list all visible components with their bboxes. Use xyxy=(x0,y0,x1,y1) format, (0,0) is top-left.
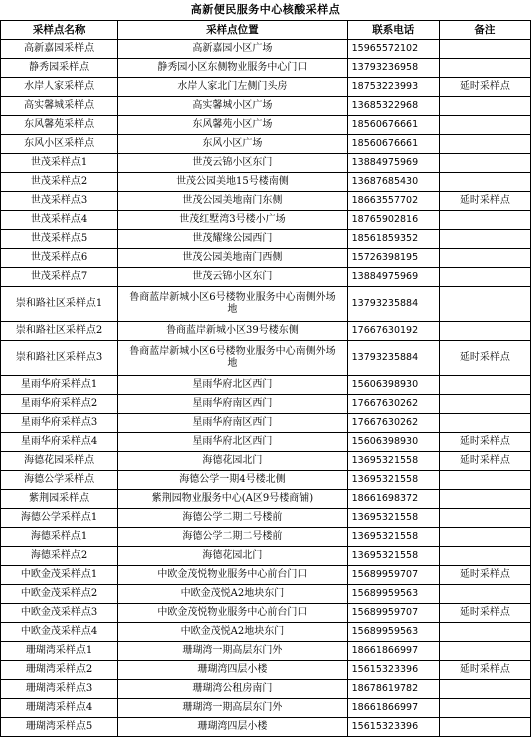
cell-name: 世茂采样点5 xyxy=(1,230,118,249)
cell-location: 珊瑚湾一期高层东门外 xyxy=(118,642,347,661)
header-name: 采样点名称 xyxy=(1,21,118,40)
cell-name: 崇和路社区采样点2 xyxy=(1,322,118,341)
cell-phone: 18678619782 xyxy=(347,680,439,699)
cell-phone: 18661866997 xyxy=(347,699,439,718)
cell-phone: 15615323396 xyxy=(347,718,439,737)
cell-note: 延时采样点 xyxy=(439,604,530,623)
cell-note: 延时采样点 xyxy=(439,452,530,471)
cell-note: 延时采样点 xyxy=(439,192,530,211)
cell-phone: 13793236958 xyxy=(347,59,439,78)
cell-location: 珊瑚湾公租房南门 xyxy=(118,680,347,699)
cell-location: 中欧金茂悦A2地块东门 xyxy=(118,623,347,642)
cell-phone: 18663557702 xyxy=(347,192,439,211)
cell-name: 星雨华府采样点4 xyxy=(1,433,118,452)
cell-phone: 13884975969 xyxy=(347,268,439,287)
cell-phone: 13685322968 xyxy=(347,97,439,116)
table-row xyxy=(1,433,531,452)
cell-name: 东风馨苑采样点 xyxy=(1,116,118,135)
cell-phone: 18661698372 xyxy=(347,490,439,509)
cell-note xyxy=(439,509,530,528)
table-row xyxy=(1,341,531,376)
cell-location: 星雨华府南区西门 xyxy=(118,395,347,414)
cell-phone: 17667630262 xyxy=(347,395,439,414)
cell-location: 世茂云锦小区东门 xyxy=(118,268,347,287)
cell-note: 延时采样点 xyxy=(439,341,530,376)
cell-phone: 18765902816 xyxy=(347,211,439,230)
table-row xyxy=(1,452,531,471)
cell-name: 珊瑚湾采样点1 xyxy=(1,642,118,661)
cell-location: 高实馨城小区广场 xyxy=(118,97,347,116)
cell-note xyxy=(439,97,530,116)
cell-name: 世茂采样点3 xyxy=(1,192,118,211)
table-row xyxy=(1,376,531,395)
cell-phone: 13695321558 xyxy=(347,471,439,490)
table-row xyxy=(1,718,531,737)
cell-note: 延时采样点 xyxy=(439,661,530,680)
cell-note xyxy=(439,623,530,642)
cell-location: 东风小区广场 xyxy=(118,135,347,154)
header-note: 备注 xyxy=(439,21,530,40)
cell-name: 珊瑚湾采样点2 xyxy=(1,661,118,680)
table-row xyxy=(1,59,531,78)
cell-location: 静秀园小区东侧物业服务中心门口 xyxy=(118,59,347,78)
table-row xyxy=(1,230,531,249)
cell-phone: 13687685430 xyxy=(347,173,439,192)
table-row xyxy=(1,585,531,604)
table-row xyxy=(1,471,531,490)
cell-name: 中欧金茂采样点2 xyxy=(1,585,118,604)
document-title: 高新便民服务中心核酸采样点 xyxy=(190,3,341,16)
cell-name: 中欧金茂采样点4 xyxy=(1,623,118,642)
cell-phone: 15615323396 xyxy=(347,661,439,680)
cell-note xyxy=(439,471,530,490)
cell-location: 世茂耀缘公园西门 xyxy=(118,230,347,249)
cell-note xyxy=(439,547,530,566)
cell-note xyxy=(439,490,530,509)
cell-note xyxy=(439,528,530,547)
cell-note xyxy=(439,59,530,78)
cell-name: 东风小区采样点 xyxy=(1,135,118,154)
cell-note xyxy=(439,116,530,135)
table-row xyxy=(1,680,531,699)
cell-location: 海德花园北门 xyxy=(118,547,347,566)
cell-phone: 18661866997 xyxy=(347,642,439,661)
cell-phone: 18561859352 xyxy=(347,230,439,249)
table-row xyxy=(1,490,531,509)
cell-location: 海德公学一期4号楼北侧 xyxy=(118,471,347,490)
table-row xyxy=(1,642,531,661)
cell-name: 水岸人家采样点 xyxy=(1,78,118,97)
cell-phone: 18753223993 xyxy=(347,78,439,97)
table-row xyxy=(1,135,531,154)
cell-name: 世茂采样点4 xyxy=(1,211,118,230)
table-row xyxy=(1,528,531,547)
table-row xyxy=(1,661,531,680)
cell-location: 星雨华府南区西门 xyxy=(118,414,347,433)
cell-phone: 15689959707 xyxy=(347,604,439,623)
table-body xyxy=(1,40,531,737)
cell-phone: 13695321558 xyxy=(347,452,439,471)
cell-name: 珊瑚湾采样点3 xyxy=(1,680,118,699)
cell-location: 珊瑚湾一期高层东门外 xyxy=(118,699,347,718)
cell-phone: 17667630262 xyxy=(347,414,439,433)
cell-phone: 15606398930 xyxy=(347,433,439,452)
table-row xyxy=(1,566,531,585)
table-row xyxy=(1,249,531,268)
cell-name: 海德花园采样点 xyxy=(1,452,118,471)
cell-note xyxy=(439,173,530,192)
cell-note xyxy=(439,585,530,604)
cell-note xyxy=(439,230,530,249)
cell-phone: 15606398930 xyxy=(347,376,439,395)
table-row xyxy=(1,547,531,566)
table-row xyxy=(1,395,531,414)
cell-note xyxy=(439,249,530,268)
cell-phone: 17667630192 xyxy=(347,322,439,341)
cell-location: 鲁商蓝岸新城小区39号楼东侧 xyxy=(118,322,347,341)
cell-name: 海德公学采样点1 xyxy=(1,509,118,528)
cell-name: 星雨华府采样点2 xyxy=(1,395,118,414)
cell-phone: 15689959707 xyxy=(347,566,439,585)
header-phone: 联系电话 xyxy=(347,21,439,40)
cell-phone: 15689959563 xyxy=(347,623,439,642)
cell-note xyxy=(439,135,530,154)
cell-name: 海德采样点2 xyxy=(1,547,118,566)
cell-note xyxy=(439,414,530,433)
cell-phone: 13695321558 xyxy=(347,509,439,528)
cell-location: 高新嘉园小区广场 xyxy=(118,40,347,59)
cell-name: 海德采样点1 xyxy=(1,528,118,547)
cell-location: 世茂红墅湾3号楼小广场 xyxy=(118,211,347,230)
cell-location: 珊瑚湾四层小楼 xyxy=(118,718,347,737)
cell-note xyxy=(439,718,530,737)
cell-location: 世茂公园美地15号楼南侧 xyxy=(118,173,347,192)
cell-location: 星雨华府北区西门 xyxy=(118,433,347,452)
cell-location: 星雨华府北区西门 xyxy=(118,376,347,395)
table-row xyxy=(1,78,531,97)
table-row xyxy=(1,173,531,192)
cell-location: 中欧金茂悦物业服务中心前台门口 xyxy=(118,604,347,623)
cell-location: 珊瑚湾四层小楼 xyxy=(118,661,347,680)
cell-phone: 13793235884 xyxy=(347,287,439,322)
cell-name: 中欧金茂采样点3 xyxy=(1,604,118,623)
cell-location: 鲁商蓝岸新城小区6号楼物业服务中心南侧外场地 xyxy=(118,341,347,376)
cell-name: 中欧金茂采样点1 xyxy=(1,566,118,585)
table-row xyxy=(1,287,531,322)
cell-location: 东风馨苑小区广场 xyxy=(118,116,347,135)
sampling-points-table xyxy=(0,20,531,737)
table-row xyxy=(1,211,531,230)
table-row xyxy=(1,699,531,718)
table-row xyxy=(1,192,531,211)
cell-note xyxy=(439,287,530,322)
table-row xyxy=(1,509,531,528)
cell-name: 崇和路社区采样点3 xyxy=(1,341,118,376)
cell-note xyxy=(439,680,530,699)
cell-name: 世茂采样点1 xyxy=(1,154,118,173)
cell-phone: 13884975969 xyxy=(347,154,439,173)
cell-location: 中欧金茂悦物业服务中心前台门口 xyxy=(118,566,347,585)
cell-note xyxy=(439,376,530,395)
cell-location: 紫荆园物业服务中心(A区9号楼商铺) xyxy=(118,490,347,509)
cell-phone: 15965572102 xyxy=(347,40,439,59)
cell-phone: 13695321558 xyxy=(347,547,439,566)
cell-note xyxy=(439,322,530,341)
cell-location: 水岸人家北门左侧门头房 xyxy=(118,78,347,97)
cell-location: 中欧金茂悦A2地块东门 xyxy=(118,585,347,604)
cell-note xyxy=(439,642,530,661)
cell-location: 海德花园北门 xyxy=(118,452,347,471)
cell-phone: 13793235884 xyxy=(347,341,439,376)
cell-name: 高新嘉园采样点 xyxy=(1,40,118,59)
cell-name: 珊瑚湾采样点5 xyxy=(1,718,118,737)
table-header-row xyxy=(1,21,531,40)
cell-location: 鲁商蓝岸新城小区6号楼物业服务中心南侧外场地 xyxy=(118,287,347,322)
table-row xyxy=(1,268,531,287)
cell-note xyxy=(439,40,530,59)
cell-name: 珊瑚湾采样点4 xyxy=(1,699,118,718)
cell-name: 世茂采样点6 xyxy=(1,249,118,268)
table-row xyxy=(1,116,531,135)
table-row xyxy=(1,322,531,341)
cell-phone: 15726398195 xyxy=(347,249,439,268)
cell-note: 延时采样点 xyxy=(439,78,530,97)
cell-note xyxy=(439,395,530,414)
table-row xyxy=(1,97,531,116)
cell-note xyxy=(439,699,530,718)
table-row xyxy=(1,414,531,433)
cell-location: 世茂公园美地南门东侧 xyxy=(118,192,347,211)
cell-note: 延时采样点 xyxy=(439,566,530,585)
cell-location: 海德公学二期二号楼前 xyxy=(118,509,347,528)
cell-name: 高实馨城采样点 xyxy=(1,97,118,116)
cell-name: 星雨华府采样点1 xyxy=(1,376,118,395)
cell-name: 星雨华府采样点3 xyxy=(1,414,118,433)
cell-phone: 15689959563 xyxy=(347,585,439,604)
cell-location: 世茂公园美地南门西侧 xyxy=(118,249,347,268)
cell-note xyxy=(439,211,530,230)
cell-phone: 18560676661 xyxy=(347,135,439,154)
cell-note xyxy=(439,268,530,287)
cell-name: 世茂采样点7 xyxy=(1,268,118,287)
table-row xyxy=(1,154,531,173)
cell-name: 海德公学采样点 xyxy=(1,471,118,490)
cell-name: 静秀园采样点 xyxy=(1,59,118,78)
cell-location: 海德公学二期二号楼前 xyxy=(118,528,347,547)
cell-name: 紫荆园采样点 xyxy=(1,490,118,509)
table-row xyxy=(1,604,531,623)
table-row xyxy=(1,623,531,642)
cell-phone: 13695321558 xyxy=(347,528,439,547)
cell-note xyxy=(439,154,530,173)
cell-note: 延时采样点 xyxy=(439,433,530,452)
cell-name: 崇和路社区采样点1 xyxy=(1,287,118,322)
cell-name: 世茂采样点2 xyxy=(1,173,118,192)
cell-phone: 18560676661 xyxy=(347,116,439,135)
cell-location: 世茂云锦小区东门 xyxy=(118,154,347,173)
table-row xyxy=(1,40,531,59)
header-location: 采样点位置 xyxy=(118,21,347,40)
